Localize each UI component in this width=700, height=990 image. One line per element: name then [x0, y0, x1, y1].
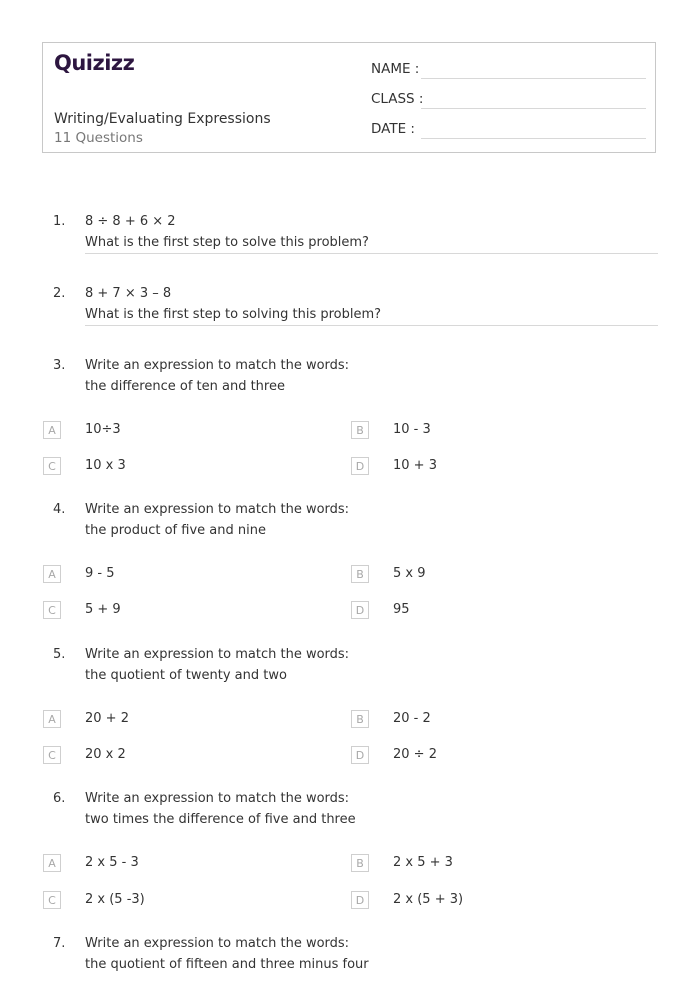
option-c-box[interactable]: C	[43, 457, 61, 475]
date-line	[421, 138, 646, 139]
question-text	[85, 644, 349, 686]
question-line: What is the first step to solve this problem?	[85, 235, 369, 250]
option-a-box[interactable]: A	[43, 565, 61, 583]
class-label: CLASS :	[371, 91, 424, 107]
question-line: What is the first step to solving this problem?	[85, 307, 382, 322]
option-c-box[interactable]: C	[43, 746, 61, 764]
question-text	[85, 283, 381, 325]
class-line	[421, 108, 646, 109]
option-b-text[interactable]: 5 x 9	[393, 566, 426, 581]
question-number: 7.	[53, 936, 66, 951]
option-b-box[interactable]: B	[351, 854, 369, 872]
question-text	[85, 788, 356, 830]
question-number: 5.	[53, 647, 66, 662]
question-line: the quotient of fifteen and three minus four	[85, 957, 369, 972]
option-b-box[interactable]: B	[351, 710, 369, 728]
question-line: 8 + 7 × 3 – 8	[85, 286, 172, 301]
option-d-text[interactable]: 2 x (5 + 3)	[393, 892, 464, 907]
question-line: two times the difference of five and three	[85, 812, 356, 827]
option-a-text[interactable]: 2 x 5 - 3	[85, 855, 139, 870]
option-a-box[interactable]: A	[43, 854, 61, 872]
option-a-box[interactable]: A	[43, 421, 61, 439]
question-text	[85, 355, 349, 397]
quizizz-logo: Quizizz	[54, 51, 135, 75]
option-b-box[interactable]: B	[351, 421, 369, 439]
question-text	[85, 499, 349, 541]
question-count: 11 Questions	[54, 130, 143, 146]
option-c-box[interactable]: C	[43, 891, 61, 909]
name-line	[421, 78, 646, 79]
option-c-text[interactable]: 20 x 2	[85, 747, 126, 762]
option-c-text[interactable]: 2 x (5 -3)	[85, 892, 145, 907]
question-text	[85, 933, 369, 975]
option-a-text[interactable]: 9 - 5	[85, 566, 115, 581]
option-b-box[interactable]: B	[351, 565, 369, 583]
question-number: 1.	[53, 214, 66, 229]
name-label: NAME :	[371, 61, 420, 77]
question-line: the quotient of twenty and two	[85, 668, 287, 683]
question-line: Write an expression to match the words:	[85, 647, 350, 662]
question-text	[85, 211, 369, 253]
option-d-box[interactable]: D	[351, 601, 369, 619]
question-line: Write an expression to match the words:	[85, 358, 350, 373]
question-number: 3.	[53, 358, 66, 373]
option-d-text[interactable]: 95	[393, 602, 410, 617]
question-number: 4.	[53, 502, 66, 517]
option-c-text[interactable]: 5 + 9	[85, 602, 121, 617]
option-a-box[interactable]: A	[43, 710, 61, 728]
quiz-title: Writing/Evaluating Expressions	[54, 111, 271, 127]
option-b-text[interactable]: 20 - 2	[393, 711, 431, 726]
question-line: Write an expression to match the words:	[85, 936, 350, 951]
question-line: Write an expression to match the words:	[85, 502, 350, 517]
question-number: 6.	[53, 791, 66, 806]
option-d-text[interactable]: 10 + 3	[393, 458, 437, 473]
date-label: DATE :	[371, 121, 415, 137]
option-a-text[interactable]: 20 + 2	[85, 711, 129, 726]
question-line: Write an expression to match the words:	[85, 791, 350, 806]
option-a-text[interactable]: 10÷3	[85, 422, 121, 437]
answer-line	[85, 253, 658, 254]
option-b-text[interactable]: 10 - 3	[393, 422, 431, 437]
question-line: the product of five and nine	[85, 523, 266, 538]
option-d-box[interactable]: D	[351, 746, 369, 764]
question-line: 8 ÷ 8 + 6 × 2	[85, 214, 176, 229]
question-number: 2.	[53, 286, 66, 301]
option-d-box[interactable]: D	[351, 891, 369, 909]
option-d-text[interactable]: 20 ÷ 2	[393, 747, 437, 762]
worksheet-header	[42, 42, 656, 153]
answer-line	[85, 325, 658, 326]
option-c-box[interactable]: C	[43, 601, 61, 619]
option-b-text[interactable]: 2 x 5 + 3	[393, 855, 453, 870]
option-c-text[interactable]: 10 x 3	[85, 458, 126, 473]
question-line: the difference of ten and three	[85, 379, 285, 394]
option-d-box[interactable]: D	[351, 457, 369, 475]
